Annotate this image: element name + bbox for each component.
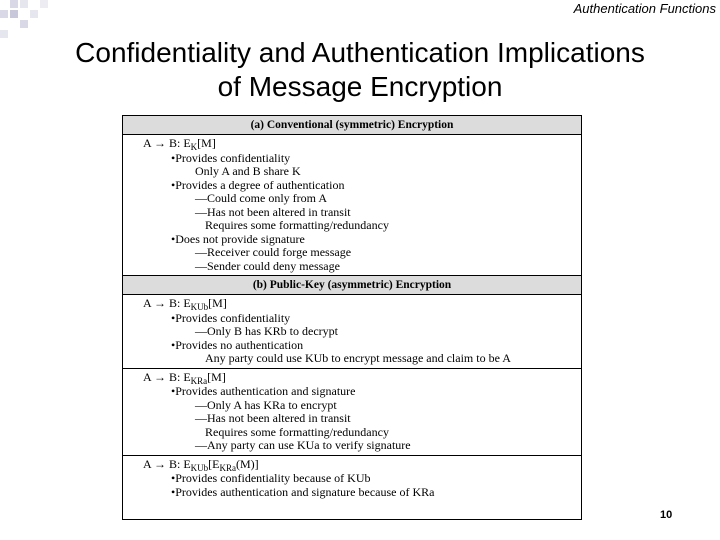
public-key-encryption-header: (b) Public-Key (asymmetric) Encryption — [123, 275, 581, 295]
encryption-implications-figure — [122, 115, 582, 520]
conventional-encryption-block — [123, 135, 581, 275]
formula-suffix2: (M)] — [236, 456, 259, 471]
bullet-line: •Provides confidentiality — [171, 310, 291, 325]
formula-sub: K — [190, 142, 198, 152]
bullet-line: —Only A has KRa to encrypt — [195, 397, 337, 412]
bullet-line: —Only B has KRb to decrypt — [195, 324, 338, 338]
formula-line — [143, 458, 581, 472]
formula-suffix: [M] — [197, 136, 216, 150]
page-number: 10 — [660, 509, 673, 521]
formula-prefix: A → B: E — [143, 456, 191, 471]
formula-sub2: KRa — [219, 462, 236, 473]
section-header-tag: Authentication Functions — [573, 1, 716, 16]
formula-suffix: [E — [208, 456, 220, 471]
formula-prefix: A → B: E — [143, 369, 191, 384]
formula-sub: KUb — [190, 462, 209, 473]
formula-suffix: [M] — [208, 296, 227, 310]
conventional-encryption-header: (a) Conventional (symmetric) Encryption — [123, 116, 581, 135]
bullet-line: —Receiver could forge message — [195, 245, 352, 259]
bullet-line: Any party could use KUb to encrypt message and claim to be A — [205, 351, 511, 365]
bullet-line: —Any party can use KUa to verify signature — [195, 438, 411, 452]
bullet-line: •Provides confidentiality — [171, 150, 291, 165]
bullet-line: Requires some formatting/redundancy — [205, 424, 389, 439]
title-line-2: of Message Encryption — [217, 71, 503, 102]
bullet-line: —Could come only from A — [195, 191, 327, 205]
bullet-line: —Has not been altered in transit — [195, 204, 351, 219]
formula-sub: KUb — [190, 302, 209, 312]
bullet-line: Requires some formatting/redundancy — [205, 218, 389, 232]
bullet-line: •Does not provide signature — [171, 231, 305, 246]
bullet-line: •Provides authentication and signature because of KRa — [171, 484, 435, 499]
formula-suffix: [M] — [207, 369, 226, 384]
corner-decoration — [0, 0, 60, 40]
bullet-line: —Has not been altered in transit — [195, 411, 351, 425]
public-key-block — [123, 455, 581, 502]
formula-line — [143, 137, 581, 151]
public-key-block — [123, 368, 581, 455]
public-key-blocks — [123, 295, 581, 501]
formula-prefix: A → B: E — [143, 296, 191, 310]
bullet-line: Only A and B share K — [195, 164, 301, 178]
bullet-line: •Provides authentication and signature — [171, 384, 356, 398]
bullet-line: •Provides confidentiality because of KUb — [171, 471, 371, 485]
slide-title — [0, 36, 720, 104]
formula-prefix: A → B: E — [143, 136, 191, 150]
formula-sub: KRa — [190, 375, 208, 386]
public-key-block — [123, 295, 581, 368]
bullet-line: •Provides no authentication — [171, 337, 304, 352]
bullet-line: —Sender could deny message — [195, 258, 340, 273]
formula-line — [143, 297, 581, 311]
bullet-line: •Provides a degree of authentication — [171, 177, 345, 192]
formula-line — [143, 371, 581, 385]
title-line-1: Confidentiality and Authentication Implications — [75, 37, 645, 68]
